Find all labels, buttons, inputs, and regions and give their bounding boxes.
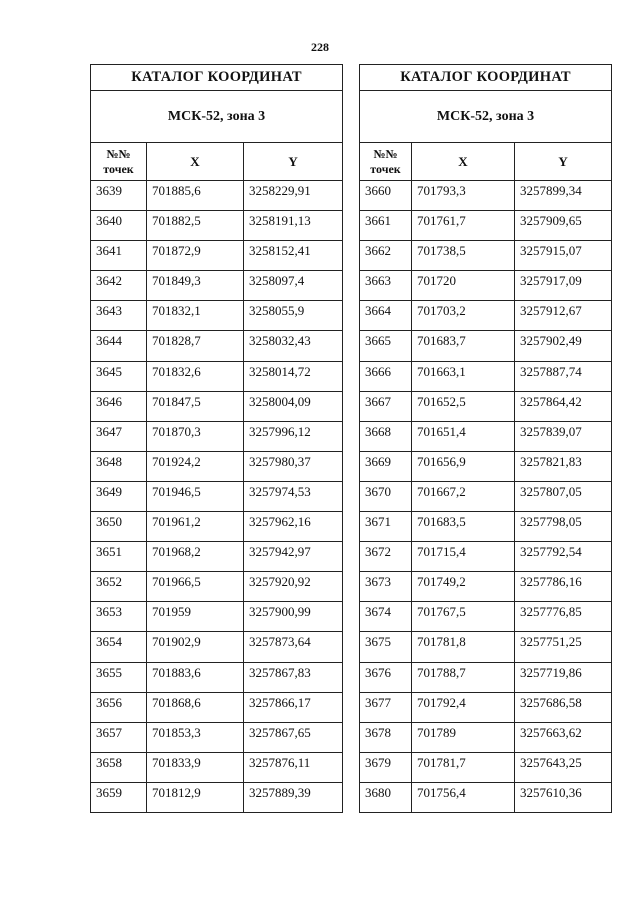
y-coordinate-cell: 3257643,25 bbox=[515, 752, 612, 782]
point-number-cell: 3662 bbox=[360, 241, 412, 271]
point-number-cell: 3665 bbox=[360, 331, 412, 361]
table-row bbox=[91, 602, 343, 632]
x-coordinate-cell: 701828,7 bbox=[147, 331, 244, 361]
table-row bbox=[91, 572, 343, 602]
point-number-cell: 3675 bbox=[360, 632, 412, 662]
table-row bbox=[91, 211, 343, 241]
point-number-header-line2: точек bbox=[370, 162, 401, 176]
point-number-cell: 3677 bbox=[360, 692, 412, 722]
y-coordinate-cell: 3257751,25 bbox=[515, 632, 612, 662]
y-coordinate-cell: 3257915,07 bbox=[515, 241, 612, 271]
x-coordinate-cell: 701902,9 bbox=[147, 632, 244, 662]
table-row bbox=[360, 602, 612, 632]
y-coordinate-cell: 3257686,58 bbox=[515, 692, 612, 722]
x-coordinate-cell: 701832,1 bbox=[147, 301, 244, 331]
point-number-cell: 3660 bbox=[360, 181, 412, 211]
point-number-header-line2: точек bbox=[103, 162, 134, 176]
point-number-cell: 3649 bbox=[91, 481, 147, 511]
table-row bbox=[91, 391, 343, 421]
x-coordinate-cell: 701667,2 bbox=[412, 481, 515, 511]
table-row bbox=[360, 542, 612, 572]
catalog-title-row bbox=[91, 65, 343, 91]
x-coordinate-cell: 701656,9 bbox=[412, 451, 515, 481]
y-coordinate-cell: 3257909,65 bbox=[515, 211, 612, 241]
table-row bbox=[91, 512, 343, 542]
point-number-cell: 3655 bbox=[91, 662, 147, 692]
table-row bbox=[360, 181, 612, 211]
point-number-cell: 3650 bbox=[91, 512, 147, 542]
table-row bbox=[91, 451, 343, 481]
x-coordinate-cell: 701683,5 bbox=[412, 512, 515, 542]
y-coordinate-cell: 3257786,16 bbox=[515, 572, 612, 602]
point-number-cell: 3646 bbox=[91, 391, 147, 421]
table-row bbox=[360, 361, 612, 391]
y-coordinate-cell: 3257974,53 bbox=[244, 481, 343, 511]
x-coordinate-cell: 701966,5 bbox=[147, 572, 244, 602]
catalog-subtitle: МСК-52, зона 3 bbox=[91, 91, 343, 143]
point-number-cell: 3658 bbox=[91, 752, 147, 782]
x-header: X bbox=[147, 143, 244, 181]
x-coordinate-cell: 701833,9 bbox=[147, 752, 244, 782]
point-number-cell: 3652 bbox=[91, 572, 147, 602]
y-coordinate-cell: 3257889,39 bbox=[244, 782, 343, 812]
y-coordinate-cell: 3258014,72 bbox=[244, 361, 343, 391]
x-coordinate-cell: 701663,1 bbox=[412, 361, 515, 391]
point-number-cell: 3667 bbox=[360, 391, 412, 421]
point-number-cell: 3644 bbox=[91, 331, 147, 361]
x-coordinate-cell: 701959 bbox=[147, 602, 244, 632]
x-coordinate-cell: 701793,3 bbox=[412, 181, 515, 211]
point-number-cell: 3680 bbox=[360, 782, 412, 812]
x-coordinate-cell: 701651,4 bbox=[412, 421, 515, 451]
point-number-cell: 3678 bbox=[360, 722, 412, 752]
point-number-cell: 3669 bbox=[360, 451, 412, 481]
table-row bbox=[91, 542, 343, 572]
x-coordinate-cell: 701761,7 bbox=[412, 211, 515, 241]
y-coordinate-cell: 3257839,07 bbox=[515, 421, 612, 451]
y-coordinate-cell: 3258032,43 bbox=[244, 331, 343, 361]
x-coordinate-cell: 701652,5 bbox=[412, 391, 515, 421]
x-coordinate-cell: 701883,6 bbox=[147, 662, 244, 692]
table-row bbox=[360, 632, 612, 662]
point-number-cell: 3639 bbox=[91, 181, 147, 211]
point-number-cell: 3645 bbox=[91, 361, 147, 391]
point-number-header-line1: №№ bbox=[373, 147, 398, 161]
point-number-cell: 3661 bbox=[360, 211, 412, 241]
table-row bbox=[91, 692, 343, 722]
x-coordinate-cell: 701756,4 bbox=[412, 782, 515, 812]
point-number-cell: 3657 bbox=[91, 722, 147, 752]
table-row bbox=[91, 481, 343, 511]
y-coordinate-cell: 3257900,99 bbox=[244, 602, 343, 632]
table-row bbox=[360, 572, 612, 602]
x-coordinate-cell: 701882,5 bbox=[147, 211, 244, 241]
x-coordinate-cell: 701720 bbox=[412, 271, 515, 301]
x-header: X bbox=[412, 143, 515, 181]
x-coordinate-cell: 701789 bbox=[412, 722, 515, 752]
y-coordinate-cell: 3257866,17 bbox=[244, 692, 343, 722]
table-row bbox=[360, 421, 612, 451]
point-number-cell: 3671 bbox=[360, 512, 412, 542]
point-number-cell: 3656 bbox=[91, 692, 147, 722]
x-coordinate-cell: 701812,9 bbox=[147, 782, 244, 812]
catalog-subtitle-row bbox=[360, 91, 612, 143]
point-number-cell: 3679 bbox=[360, 752, 412, 782]
y-coordinate-cell: 3257776,85 bbox=[515, 602, 612, 632]
y-coordinate-cell: 3257719,86 bbox=[515, 662, 612, 692]
catalog-body-left bbox=[91, 65, 343, 813]
x-coordinate-cell: 701767,5 bbox=[412, 602, 515, 632]
point-number-cell: 3648 bbox=[91, 451, 147, 481]
point-number-header-line1: №№ bbox=[106, 147, 131, 161]
x-coordinate-cell: 701853,3 bbox=[147, 722, 244, 752]
x-coordinate-cell: 701792,4 bbox=[412, 692, 515, 722]
point-number-cell: 3666 bbox=[360, 361, 412, 391]
table-row bbox=[91, 331, 343, 361]
table-row bbox=[360, 331, 612, 361]
y-coordinate-cell: 3257798,05 bbox=[515, 512, 612, 542]
table-row bbox=[360, 391, 612, 421]
catalog-subtitle-row bbox=[91, 91, 343, 143]
table-row bbox=[360, 481, 612, 511]
catalog-body-right bbox=[360, 65, 612, 813]
column-header-row bbox=[360, 143, 612, 181]
table-row bbox=[91, 271, 343, 301]
point-number-cell: 3654 bbox=[91, 632, 147, 662]
coordinate-catalog-right bbox=[359, 64, 612, 813]
y-coordinate-cell: 3257962,16 bbox=[244, 512, 343, 542]
y-coordinate-cell: 3257912,67 bbox=[515, 301, 612, 331]
point-number-cell: 3640 bbox=[91, 211, 147, 241]
y-coordinate-cell: 3258004,09 bbox=[244, 391, 343, 421]
point-number-header bbox=[91, 143, 147, 181]
table-row bbox=[91, 722, 343, 752]
point-number-cell: 3663 bbox=[360, 271, 412, 301]
table-row bbox=[360, 241, 612, 271]
catalog-title: КАТАЛОГ КООРДИНАТ bbox=[360, 65, 612, 91]
y-coordinate-cell: 3257867,83 bbox=[244, 662, 343, 692]
table-row bbox=[91, 181, 343, 211]
point-number-cell: 3668 bbox=[360, 421, 412, 451]
y-coordinate-cell: 3258097,4 bbox=[244, 271, 343, 301]
y-coordinate-cell: 3257887,74 bbox=[515, 361, 612, 391]
y-coordinate-cell: 3257899,34 bbox=[515, 181, 612, 211]
table-row bbox=[360, 752, 612, 782]
catalog-subtitle: МСК-52, зона 3 bbox=[360, 91, 612, 143]
y-coordinate-cell: 3257867,65 bbox=[244, 722, 343, 752]
x-coordinate-cell: 701961,2 bbox=[147, 512, 244, 542]
y-coordinate-cell: 3257902,49 bbox=[515, 331, 612, 361]
x-coordinate-cell: 701781,7 bbox=[412, 752, 515, 782]
point-number-cell: 3673 bbox=[360, 572, 412, 602]
coordinate-catalog-left bbox=[90, 64, 343, 813]
y-coordinate-cell: 3257917,09 bbox=[515, 271, 612, 301]
table-row bbox=[360, 301, 612, 331]
y-coordinate-cell: 3257864,42 bbox=[515, 391, 612, 421]
table-row bbox=[91, 241, 343, 271]
y-coordinate-cell: 3257792,54 bbox=[515, 542, 612, 572]
x-coordinate-cell: 701738,5 bbox=[412, 241, 515, 271]
catalog-title: КАТАЛОГ КООРДИНАТ bbox=[91, 65, 343, 91]
x-coordinate-cell: 701872,9 bbox=[147, 241, 244, 271]
x-coordinate-cell: 701832,6 bbox=[147, 361, 244, 391]
y-coordinate-cell: 3257920,92 bbox=[244, 572, 343, 602]
point-number-cell: 3674 bbox=[360, 602, 412, 632]
table-row bbox=[91, 361, 343, 391]
y-header: Y bbox=[244, 143, 343, 181]
x-coordinate-cell: 701749,2 bbox=[412, 572, 515, 602]
point-number-header bbox=[360, 143, 412, 181]
x-coordinate-cell: 701885,6 bbox=[147, 181, 244, 211]
x-coordinate-cell: 701715,4 bbox=[412, 542, 515, 572]
y-coordinate-cell: 3258152,41 bbox=[244, 241, 343, 271]
table-row bbox=[360, 692, 612, 722]
table-row bbox=[91, 301, 343, 331]
column-header-row bbox=[91, 143, 343, 181]
table-row bbox=[91, 421, 343, 451]
table-row bbox=[91, 782, 343, 812]
point-number-cell: 3651 bbox=[91, 542, 147, 572]
y-coordinate-cell: 3257610,36 bbox=[515, 782, 612, 812]
x-coordinate-cell: 701781,8 bbox=[412, 632, 515, 662]
table-row bbox=[91, 662, 343, 692]
x-coordinate-cell: 701870,3 bbox=[147, 421, 244, 451]
y-coordinate-cell: 3257980,37 bbox=[244, 451, 343, 481]
table-row bbox=[91, 752, 343, 782]
x-coordinate-cell: 701924,2 bbox=[147, 451, 244, 481]
x-coordinate-cell: 701703,2 bbox=[412, 301, 515, 331]
x-coordinate-cell: 701683,7 bbox=[412, 331, 515, 361]
y-coordinate-cell: 3258055,9 bbox=[244, 301, 343, 331]
x-coordinate-cell: 701788,7 bbox=[412, 662, 515, 692]
table-row bbox=[360, 271, 612, 301]
point-number-cell: 3670 bbox=[360, 481, 412, 511]
x-coordinate-cell: 701868,6 bbox=[147, 692, 244, 722]
point-number-cell: 3641 bbox=[91, 241, 147, 271]
x-coordinate-cell: 701847,5 bbox=[147, 391, 244, 421]
point-number-cell: 3659 bbox=[91, 782, 147, 812]
point-number-cell: 3653 bbox=[91, 602, 147, 632]
point-number-cell: 3664 bbox=[360, 301, 412, 331]
table-row bbox=[360, 512, 612, 542]
point-number-cell: 3676 bbox=[360, 662, 412, 692]
x-coordinate-cell: 701968,2 bbox=[147, 542, 244, 572]
y-coordinate-cell: 3258191,13 bbox=[244, 211, 343, 241]
y-coordinate-cell: 3258229,91 bbox=[244, 181, 343, 211]
y-header: Y bbox=[515, 143, 612, 181]
y-coordinate-cell: 3257942,97 bbox=[244, 542, 343, 572]
x-coordinate-cell: 701849,3 bbox=[147, 271, 244, 301]
y-coordinate-cell: 3257821,83 bbox=[515, 451, 612, 481]
table-row bbox=[360, 451, 612, 481]
table-row bbox=[360, 662, 612, 692]
catalog-title-row bbox=[360, 65, 612, 91]
page-number: 228 bbox=[311, 40, 329, 54]
point-number-cell: 3672 bbox=[360, 542, 412, 572]
y-coordinate-cell: 3257876,11 bbox=[244, 752, 343, 782]
table-row bbox=[360, 211, 612, 241]
table-row bbox=[360, 722, 612, 752]
table-row bbox=[360, 782, 612, 812]
point-number-cell: 3642 bbox=[91, 271, 147, 301]
x-coordinate-cell: 701946,5 bbox=[147, 481, 244, 511]
y-coordinate-cell: 3257663,62 bbox=[515, 722, 612, 752]
y-coordinate-cell: 3257807,05 bbox=[515, 481, 612, 511]
y-coordinate-cell: 3257996,12 bbox=[244, 421, 343, 451]
point-number-cell: 3643 bbox=[91, 301, 147, 331]
table-row bbox=[91, 632, 343, 662]
y-coordinate-cell: 3257873,64 bbox=[244, 632, 343, 662]
point-number-cell: 3647 bbox=[91, 421, 147, 451]
